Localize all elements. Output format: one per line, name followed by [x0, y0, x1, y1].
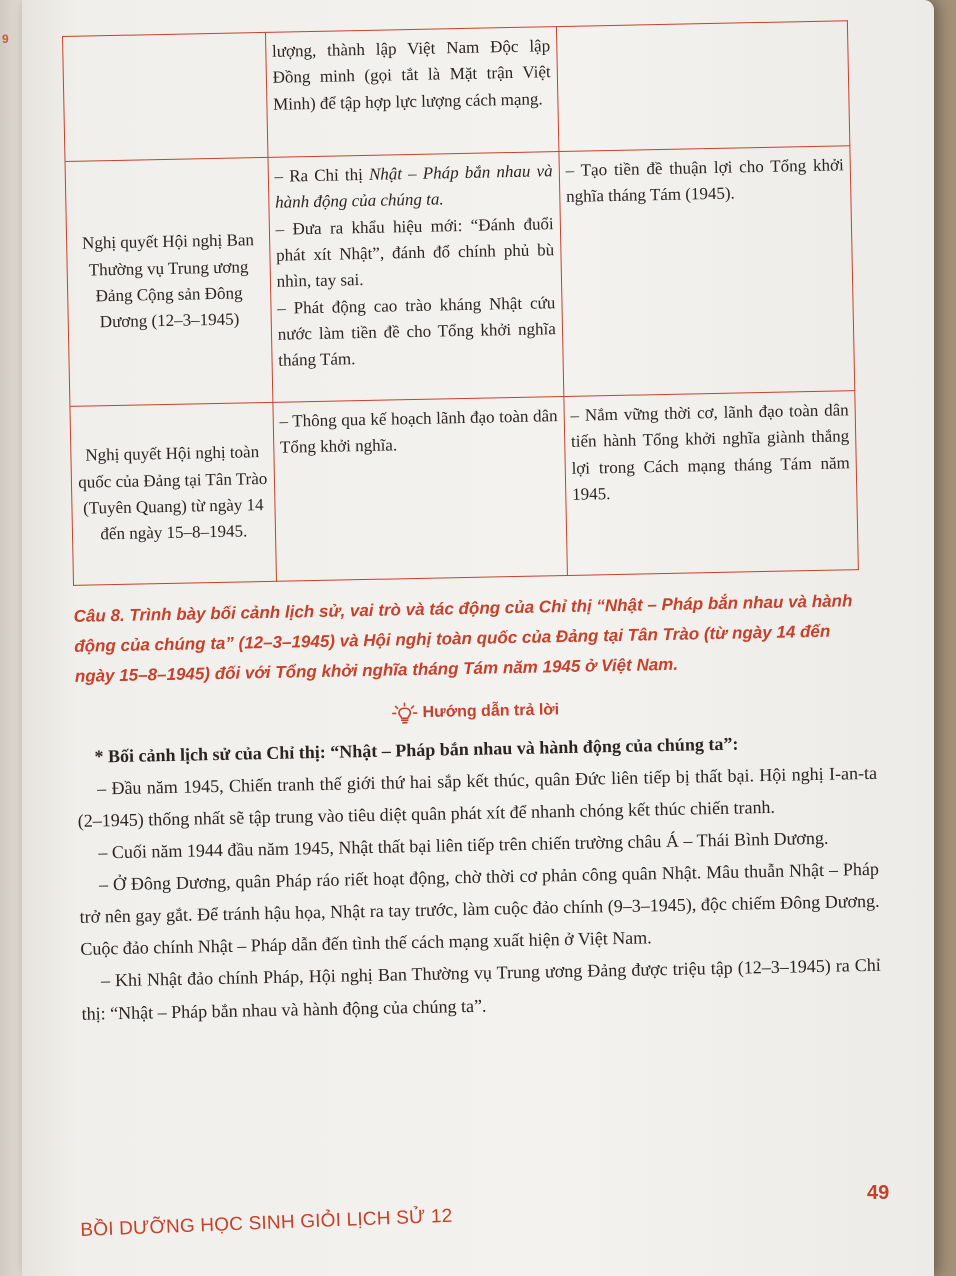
question-text: Câu 8. Trình bày bối cảnh lịch sử, vai trò và tác động của Chỉ thị “Nhật – Pháp bắn nhau và hành động của chúng ta” (12–3–1945) và Hội nghị toàn quốc của Đảng tại Tân Trào (từ ngày 14 đến ngày 15–8–1945) đối với Tổng khởi nghĩa tháng Tám năm 1945 ở Việt Nam.	[73, 591, 853, 686]
book-title-footer: BỒI DƯỠNG HỌC SINH GIỎI LỊCH SỬ 12	[80, 1205, 453, 1241]
content-line	[274, 158, 553, 216]
answer-guide-header	[76, 693, 876, 731]
guide-label: Hướng dẫn trả lời	[422, 701, 560, 722]
answer-paragraph: – Khi Nhật đảo chính Pháp, Hội nghị Ban Thường vụ Trung ương Đảng được triệu tập (12–3–1945) ra Chỉ thị: “Nhật – Pháp bắn nhau và hành động của chúng ta”.	[81, 955, 882, 1024]
event-cell: Nghị quyết Hội nghị toàn quốc của Đảng tại Tân Trào (Tuyên Quang) từ ngày 14 đến ngày 15–8–1945.	[70, 402, 276, 585]
directive-title: Nhật – Pháp bắn nhau và hành động của chúng ta.	[274, 161, 553, 213]
content-prefix: – Ra Chỉ thị	[274, 164, 370, 186]
content-line: – Phát động cao trào kháng Nhật cứu nước làm tiền đề cho Tổng khởi nghĩa tháng Tám.	[277, 292, 556, 371]
history-table	[62, 20, 859, 586]
answer-body	[76, 725, 882, 1029]
event-cell	[63, 32, 268, 161]
answer-heading: * Bối cảnh lịch sử của Chỉ thị: “Nhật – Pháp bắn nhau và hành động của chúng ta”:	[94, 733, 739, 767]
answer-paragraph: – Ở Đông Dương, quân Pháp ráo riết hoạt động, chờ thời cơ phản công quân Nhật. Mâu thuẫn Nhật – Pháp trở nên gay gắt. Để tránh hậu họa, Nhật ra tay trước, làm cuộc đảo chính (9–3–1945), độc chiếm Đông Dương. Cuộc đảo chính Nhật – Pháp dẫn đến tình thế cách mạng xuất hiện ở Việt Nam.	[79, 859, 880, 960]
lightbulb-icon	[392, 702, 418, 725]
content-cell	[268, 152, 564, 403]
content-line: – Đưa ra khẩu hiệu mới: “Đánh đuổi phát xít Nhật”, đánh đổ chính phủ bù nhìn, tay sai.	[275, 213, 555, 292]
table-row	[63, 21, 850, 162]
content-cell: lượng, thành lập Việt Nam Độc lập Đồng minh (gọi tắt là Mặt trận Việt Minh) để tập hợp lực lượng cách mạng.	[265, 27, 559, 158]
event-cell: Nghị quyết Hội nghị Ban Thường vụ Trung ương Đảng Cộng sản Đông Dương (12–3–1945)	[65, 157, 273, 406]
answer-paragraph: – Cuối năm 1944 đầu năm 1945, Nhật thất bại liên tiếp trên chiến trường châu Á – Thái Bình Dương.	[98, 828, 829, 863]
table-row	[70, 391, 858, 586]
table-row	[65, 146, 855, 407]
significance-cell: – Tạo tiền đề thuận lợi cho Tổng khởi nghĩa tháng Tám (1945).	[559, 146, 855, 397]
content-cell: – Thông qua kế hoạch lãnh đạo toàn dân Tổng khởi nghĩa.	[273, 397, 568, 582]
margin-page-number: 9	[2, 32, 9, 46]
significance-cell	[556, 21, 850, 152]
page-number: 49	[867, 1182, 890, 1204]
significance-cell: – Nắm vững thời cơ, lãnh đạo toàn dân tiến hành Tổng khởi nghĩa giành thắng lợi trong Cách mạng tháng Tám năm 1945.	[564, 391, 859, 576]
answer-paragraph: – Đầu năm 1945, Chiến tranh thế giới thứ hai sắp kết thúc, quân Đức liên tiếp bị thất bại. Hội nghị I-an-ta (2–1945) thống nhất sẽ tập trung vào tiêu diệt quân phát xít để nhanh chóng kết thúc chiến tranh.	[77, 763, 878, 832]
book-page	[22, 0, 934, 1276]
page-content	[62, 20, 882, 1029]
